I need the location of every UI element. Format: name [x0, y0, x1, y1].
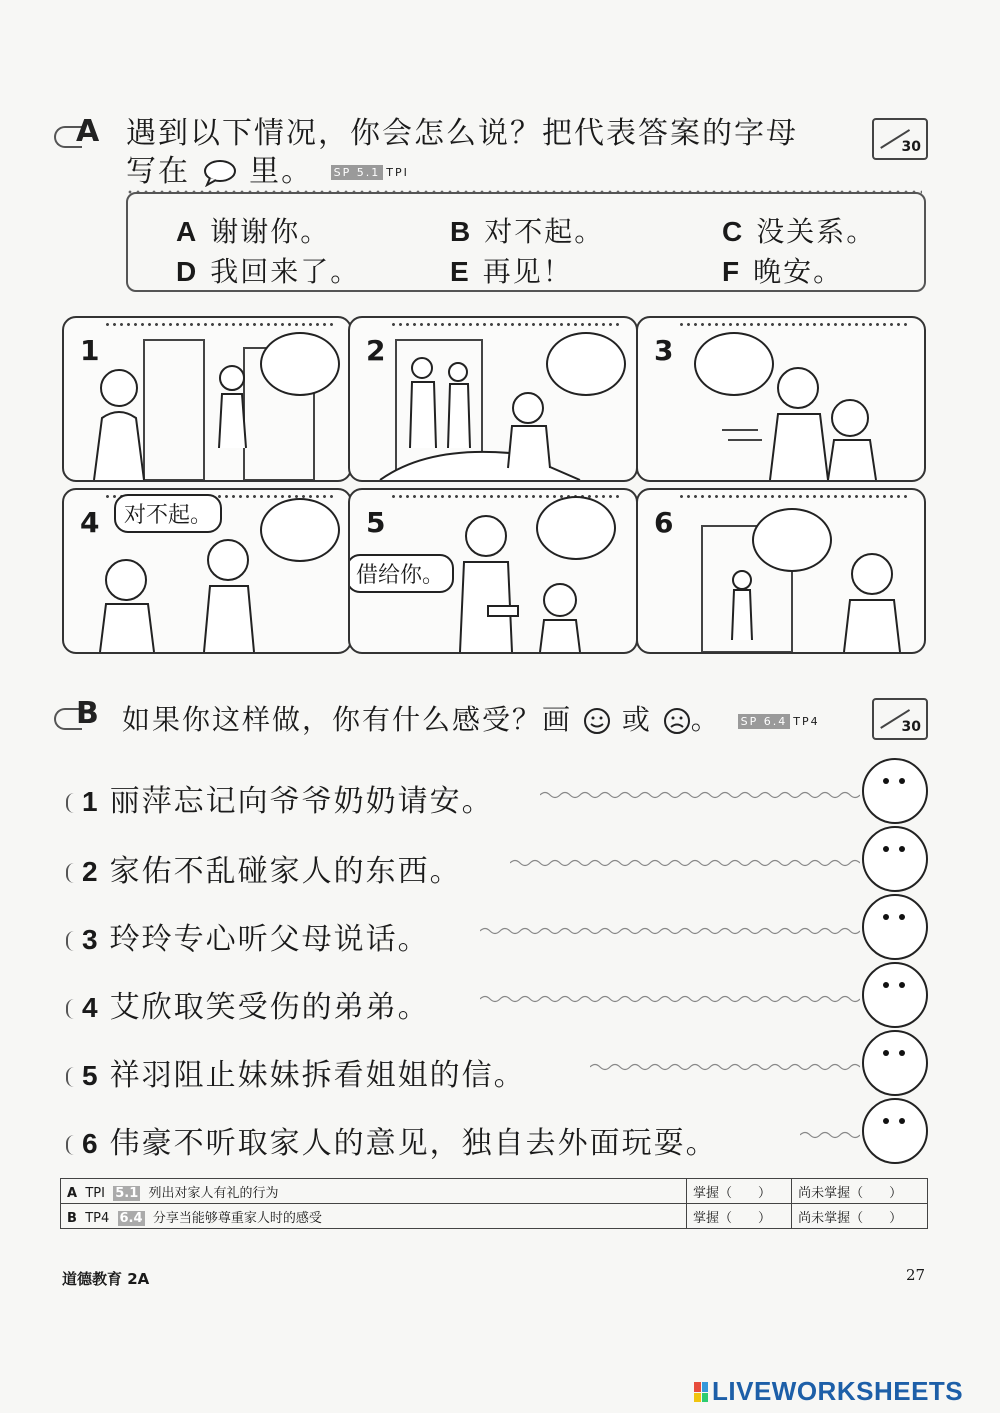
liveworksheets-watermark: LIVEWORKSHEETS	[694, 1376, 1000, 1408]
speech-text-5: 借给你。	[348, 554, 454, 593]
tp-tag: TP4	[793, 714, 820, 728]
sad-face-icon	[663, 707, 691, 735]
not-mastered-field[interactable]: 尚未掌握（ ）	[792, 1204, 928, 1229]
answer-bubble-6[interactable]	[752, 508, 832, 572]
section-a-question-line1: 遇到以下情况，你会怎么说？把代表答案的字母	[126, 116, 798, 151]
wavy-line	[510, 858, 860, 868]
option-b: B 对不起。	[450, 215, 605, 248]
speech-bubble-icon	[202, 159, 238, 187]
answer-bubble-1[interactable]	[260, 332, 340, 396]
answer-bubble-4[interactable]	[260, 498, 340, 562]
section-b-question: 如果你这样做，你有什么感受？画 或 。 SP 6.4 TP4	[122, 703, 820, 736]
feeling-face-3[interactable]	[862, 894, 928, 960]
option-f: F 晚安。	[722, 255, 844, 288]
panel-number: 3	[654, 334, 674, 367]
statement-4: 4 艾欣取笑受伤的弟弟。	[66, 982, 430, 1026]
comic-panel-2	[348, 316, 638, 482]
wavy-line	[800, 1130, 860, 1140]
wavy-line	[540, 790, 860, 800]
section-a-question-line2: 写在 里。 SP 5.1 TPI	[126, 154, 409, 189]
option-c: C 没关系。	[722, 215, 877, 248]
comic-panel-3	[636, 316, 926, 482]
option-a: A 谢谢你。	[176, 215, 331, 248]
section-a-letter: A	[76, 114, 100, 149]
wavy-line	[590, 1062, 860, 1072]
comic-panel-1	[62, 316, 352, 482]
answer-bubble-5[interactable]	[536, 496, 616, 560]
sp-tag: SP 5.1	[331, 165, 384, 180]
panel-number: 1	[80, 334, 100, 367]
statement-3: 3 玲玲专心听父母说话。	[66, 914, 430, 958]
comic-panel-5	[348, 488, 638, 654]
panel-number: 4	[80, 506, 100, 539]
section-a-score-box: 30	[872, 118, 928, 160]
feeling-face-4[interactable]	[862, 962, 928, 1028]
assessment-table	[60, 1178, 928, 1229]
tp-tag: TPI	[386, 166, 409, 179]
not-mastered-field[interactable]: 尚未掌握（ ）	[792, 1179, 928, 1204]
feeling-face-2[interactable]	[862, 826, 928, 892]
statement-6: 6 伟豪不听取家人的意见，独自去外面玩耍。	[66, 1118, 718, 1162]
option-e: E 再见！	[450, 255, 573, 288]
feeling-face-1[interactable]	[862, 758, 928, 824]
panel-illustration	[638, 318, 924, 480]
table-row: B TP4 6.4 分享当能够尊重家人时的感受 掌握（ ） 尚未掌握（ ）	[61, 1204, 928, 1229]
answer-bubble-2[interactable]	[546, 332, 626, 396]
mastered-field[interactable]: 掌握（ ）	[686, 1179, 791, 1204]
book-title: 道德教育 2A	[62, 1270, 150, 1288]
logo-icon	[694, 1382, 708, 1402]
wavy-line	[480, 926, 860, 936]
speech-text-4: 对不起。	[114, 494, 222, 533]
statement-1: 1 丽萍忘记向爷爷奶奶请安。	[66, 776, 494, 820]
comic-panel-6	[636, 488, 926, 654]
section-b-marker	[54, 694, 116, 740]
option-d: D 我回来了。	[176, 255, 361, 288]
section-a-marker	[54, 112, 116, 158]
section-b-score-box: 30	[872, 698, 928, 740]
statement-2: 2 家佑不乱碰家人的东西。	[66, 846, 462, 890]
statement-5: 5 祥羽阻止妹妹拆看姐姐的信。	[66, 1050, 526, 1094]
page-number: 27	[906, 1266, 926, 1284]
feeling-face-6[interactable]	[862, 1098, 928, 1164]
sp-tag: SP 6.4	[738, 714, 791, 729]
table-row: A TPI 5.1 列出对家人有礼的行为 掌握（ ） 尚未掌握（ ）	[61, 1179, 928, 1204]
comic-panel-4	[62, 488, 352, 654]
panel-number: 2	[366, 334, 386, 367]
wavy-line	[480, 994, 860, 1004]
answer-bubble-3[interactable]	[694, 332, 774, 396]
panel-number: 6	[654, 506, 674, 539]
section-b-letter: B	[76, 696, 99, 731]
panel-number: 5	[366, 506, 386, 539]
mastered-field[interactable]: 掌握（ ）	[686, 1204, 791, 1229]
feeling-face-5[interactable]	[862, 1030, 928, 1096]
happy-face-icon	[583, 707, 611, 735]
